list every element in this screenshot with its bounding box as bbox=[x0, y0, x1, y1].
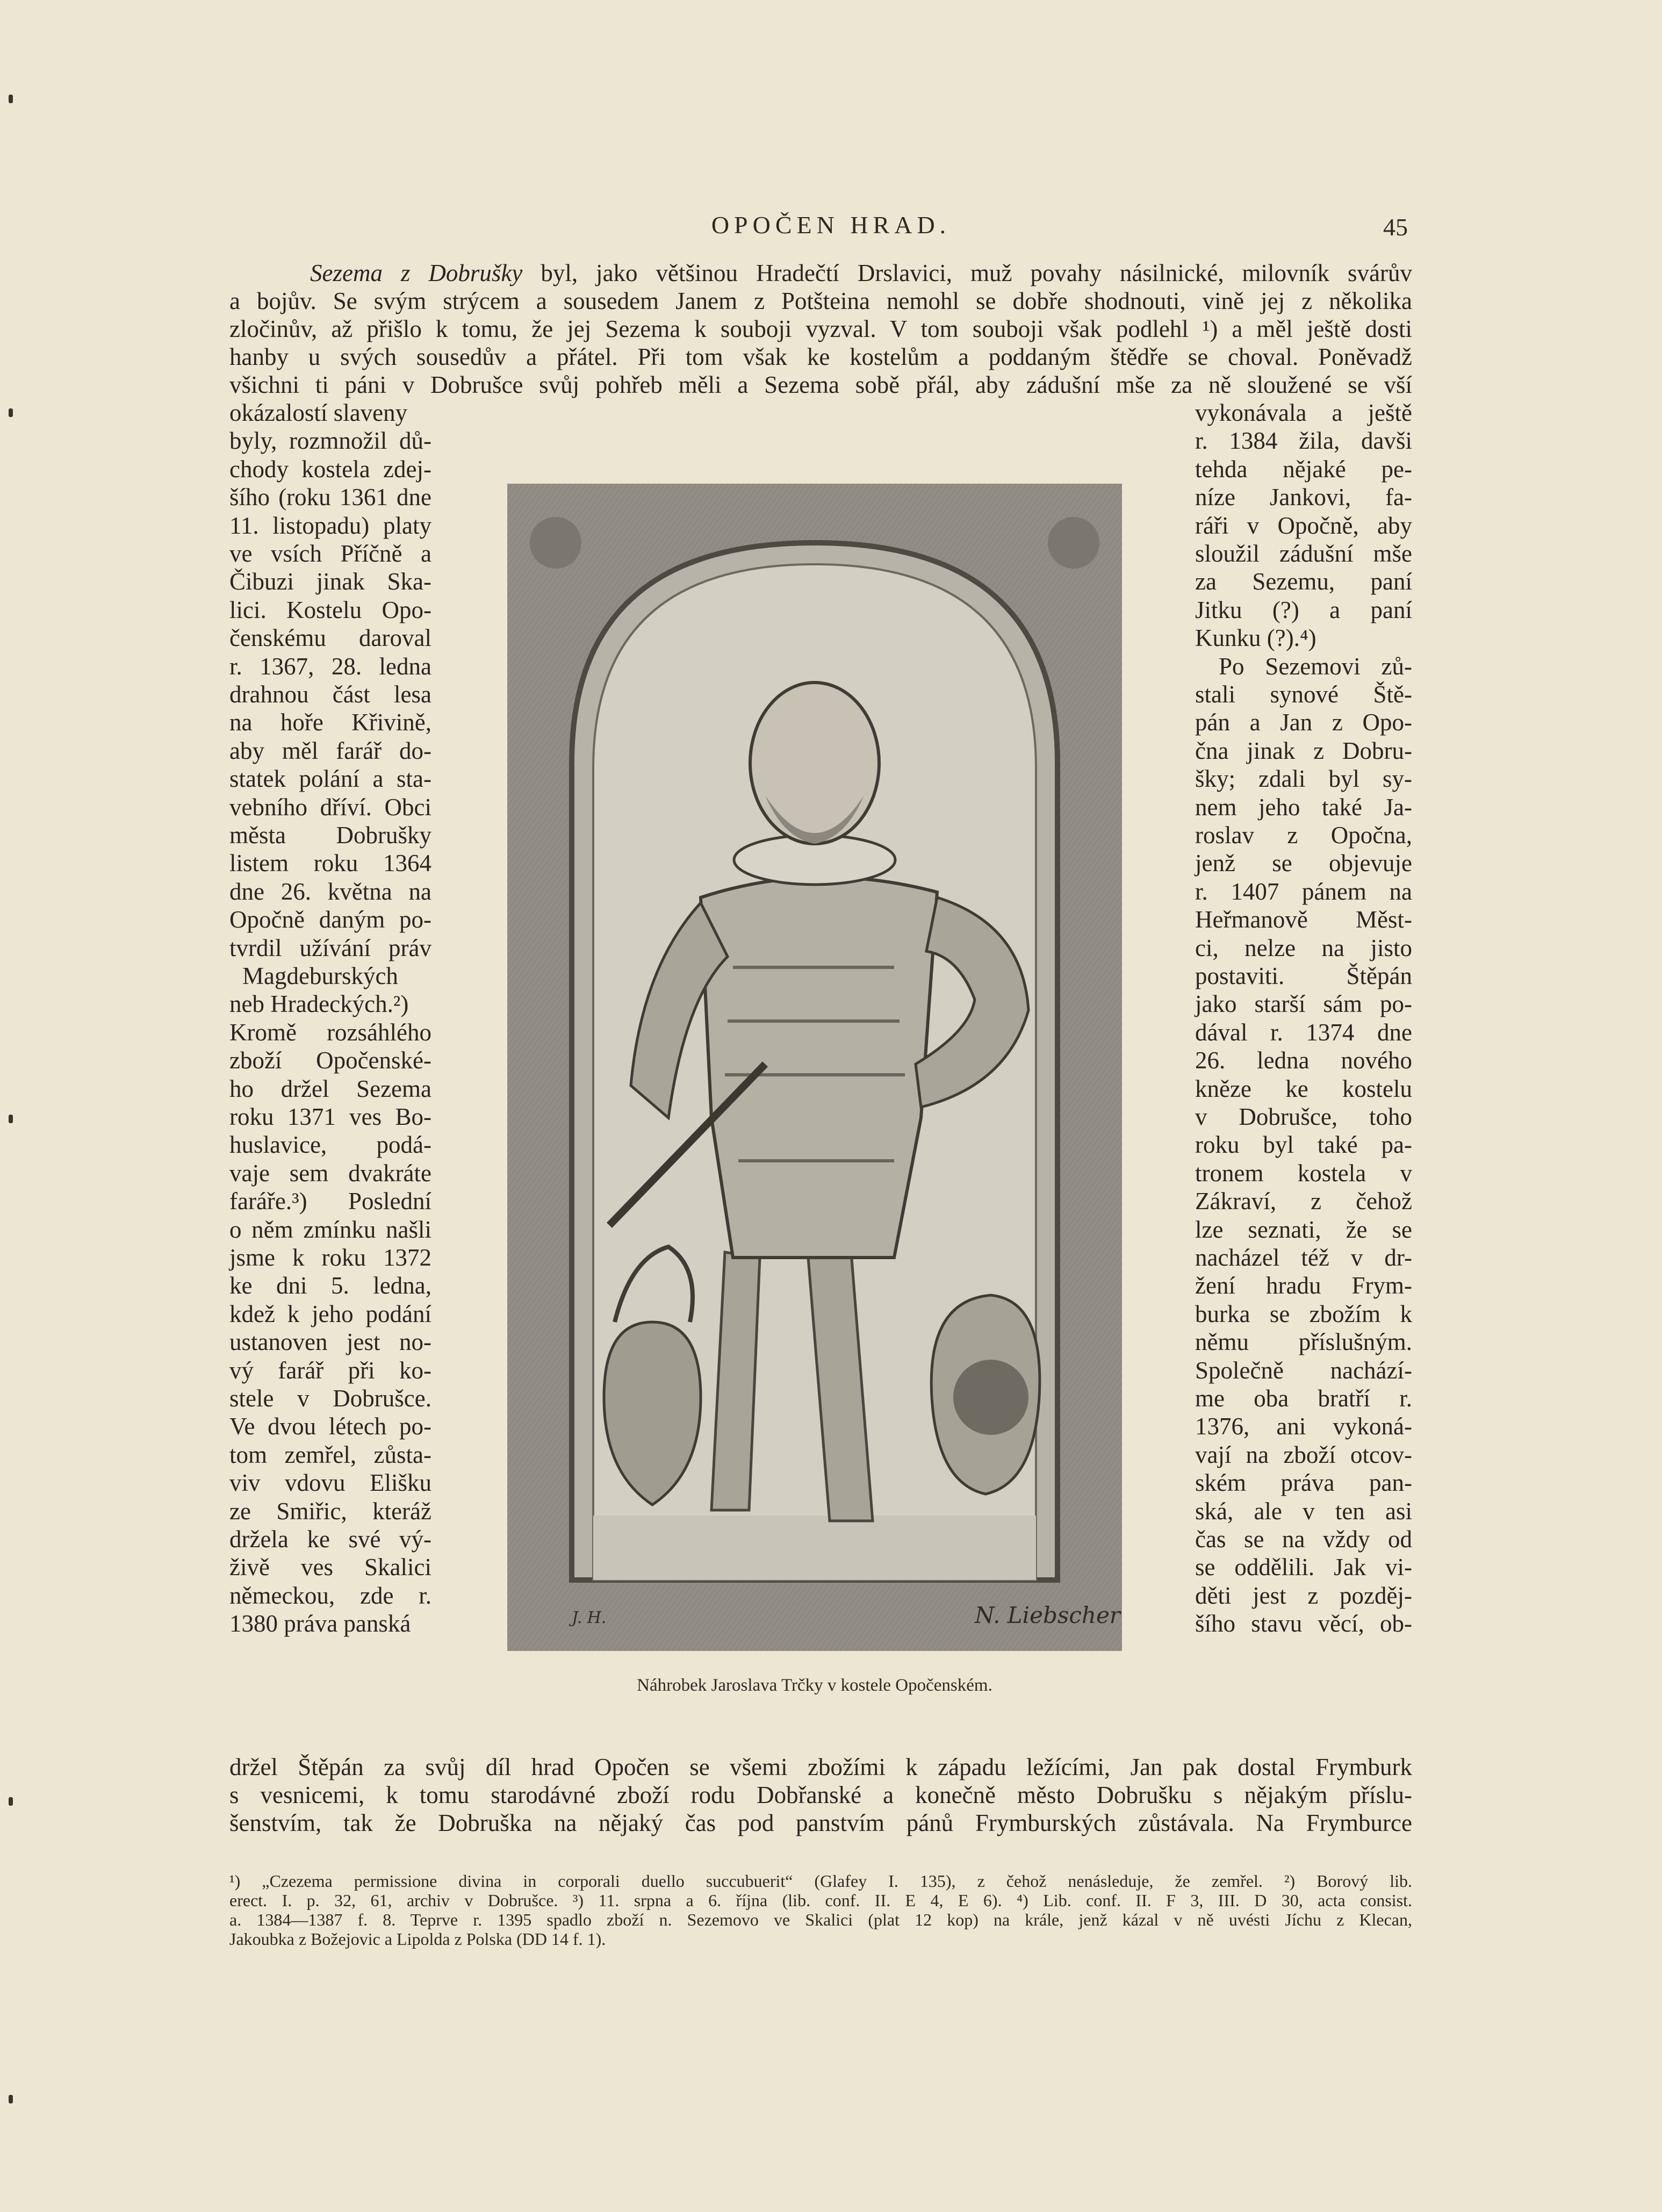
column-line: vý farář při ko- bbox=[229, 1356, 431, 1384]
column-line: Kromě rozsáhlého bbox=[229, 1018, 431, 1046]
body-line: s vesnicemi, k tomu starodávné zboží rodu Dobřanské a konečně město Dobrušku s nějakým příslu- bbox=[229, 1782, 1412, 1808]
column-line: jsme k roku 1372 bbox=[229, 1244, 431, 1271]
column-line: sloužil zádušní mše bbox=[1195, 540, 1412, 567]
body-line: hanby u svých sousedův a přátel. Při tom však ke kostelům a poddaným štědře se choval. Poněvadž bbox=[229, 343, 1412, 370]
column-line: Heřmanově Měst- bbox=[1195, 906, 1412, 933]
column-line: čas se na vždy od bbox=[1195, 1526, 1412, 1553]
engraver-signature: N. Liebscher bbox=[975, 1602, 1120, 1628]
column-line: Magdeburských bbox=[242, 963, 398, 989]
column-line: stali synové Ště- bbox=[1195, 681, 1412, 708]
engraver-monogram: J. H. bbox=[572, 1608, 607, 1627]
column-line: tehda nějaké pe- bbox=[1195, 455, 1412, 483]
column-line: stele v Dobrušce. bbox=[229, 1385, 431, 1412]
column-line: pán a Jan z Opo- bbox=[1195, 709, 1412, 736]
column-line: dne 26. května na bbox=[229, 878, 431, 905]
column-line: 1376, ani vykoná- bbox=[1195, 1413, 1412, 1440]
column-line: r. 1384 žila, davši bbox=[1195, 427, 1412, 455]
column-line: šího stavu věcí, ob- bbox=[1195, 1610, 1412, 1638]
column-line: zboží Opočenské- bbox=[229, 1047, 431, 1074]
column-line: ze Smiřic, kteráž bbox=[229, 1497, 431, 1525]
body-line: všichni ti páni v Dobrušce svůj pohřeb měli a Sezema sobě přál, aby zádušní mše za ně sloužené se vší bbox=[229, 371, 1412, 398]
page-number: 45 bbox=[1383, 213, 1408, 241]
column-line: čenskému daroval bbox=[229, 624, 431, 652]
footnote-line: erect. I. p. 32, 61, archiv v Dobrušce. ³) 11. srpna a 6. října (lib. conf. II. E 4, E 6). ⁴) Lib. conf. II. F 3, III. D 30, acta consist. bbox=[229, 1891, 1412, 1910]
column-line: chody kostela zdej- bbox=[229, 455, 431, 483]
column-line: Zákraví, z čehož bbox=[1195, 1188, 1412, 1215]
binding-mark bbox=[9, 95, 13, 103]
figure-caption: Náhrobek Jaroslava Trčky v kostele Opočenském. bbox=[637, 1676, 992, 1695]
column-line: faráře.³) Poslední bbox=[229, 1188, 431, 1215]
binding-mark bbox=[9, 1115, 13, 1123]
column-line: tvrdil užívání práv bbox=[229, 934, 431, 961]
column-line: aby měl farář do- bbox=[229, 737, 431, 764]
column-line: nem jeho také Ja- bbox=[1195, 793, 1412, 821]
column-line: ském práva pan- bbox=[1195, 1469, 1412, 1497]
column-line: Kunku (?).⁴) bbox=[1195, 624, 1316, 652]
binding-mark bbox=[9, 408, 13, 417]
body-line: šenstvím, tak že Dobruška na nějaký čas pod panstvím pánů Frymburských zůstávala. Na Frymburce bbox=[229, 1809, 1412, 1836]
column-line: statek polání a sta- bbox=[229, 765, 431, 793]
column-line: dával r. 1374 dne bbox=[1195, 1018, 1412, 1046]
column-line: me oba bratří r. bbox=[1195, 1385, 1412, 1412]
column-line: kněze ke kostelu bbox=[1195, 1075, 1412, 1102]
column-line: němu příslušným. bbox=[1195, 1328, 1412, 1356]
column-line: huslavice, podá- bbox=[229, 1131, 431, 1159]
column-line: Jitku (?) a paní bbox=[1195, 596, 1412, 623]
column-line: živě ves Skalici bbox=[229, 1554, 431, 1581]
footnote-line: Jakoubka z Božejovic a Lipolda z Polska (DD 14 f. 1). bbox=[229, 1929, 606, 1949]
footnote-line: a. 1384—1387 f. 8. Teprve r. 1395 spadlo zboží n. Sezemovo ve Skalici (plat 12 kop) na krále, jenž kázal v ně uvésti Jíchu z Klecan, bbox=[229, 1910, 1412, 1929]
column-line: lici. Kostelu Opo- bbox=[229, 596, 431, 623]
column-line: Opočně daným po- bbox=[229, 906, 431, 933]
column-line: drahnou část lesa bbox=[229, 681, 431, 708]
column-line: burka se zbožím k bbox=[1195, 1300, 1412, 1327]
running-head: OPOČEN HRAD. bbox=[711, 211, 951, 239]
column-line: vaje sem dvakráte bbox=[229, 1159, 431, 1187]
column-line: ve vsích Příčně a bbox=[229, 540, 431, 567]
column-line: 26. ledna nového bbox=[1195, 1047, 1412, 1074]
column-line: ke dni 5. ledna, bbox=[229, 1272, 431, 1299]
column-line: za Sezemu, paní bbox=[1195, 568, 1412, 595]
column-line: držela ke své vý- bbox=[229, 1526, 431, 1553]
column-line: viv vdovu Elišku bbox=[229, 1469, 431, 1497]
tombstone-illustration bbox=[507, 484, 1122, 1651]
column-line: vykonávala a ještě bbox=[1195, 399, 1412, 426]
column-line: Čibuzi jinak Ska- bbox=[229, 568, 431, 595]
binding-mark bbox=[9, 2095, 13, 2103]
column-line: r. 1407 pánem na bbox=[1195, 878, 1412, 905]
column-line: šího (roku 1361 dne bbox=[229, 484, 431, 511]
column-line: ustanoven jest no- bbox=[229, 1328, 431, 1356]
column-line: listem roku 1364 bbox=[229, 850, 431, 877]
column-line: neb Hradeckých.²) bbox=[229, 990, 409, 1018]
column-line: níze Jankovi, fa- bbox=[1195, 484, 1412, 511]
column-line: vají na zboží otcov- bbox=[1195, 1441, 1412, 1468]
column-line: ho držel Sezema bbox=[229, 1075, 431, 1102]
column-line: 11. listopadu) platy bbox=[229, 512, 431, 539]
column-line: ci, nelze na jisto bbox=[1195, 934, 1412, 961]
column-line: roslav z Opočna, bbox=[1195, 822, 1412, 849]
column-line: na hoře Křivině, bbox=[229, 709, 431, 736]
body-line: držel Štěpán za svůj díl hrad Opočen se všemi zbožími k západu ležícími, Jan pak dostal Frymburk bbox=[229, 1754, 1412, 1780]
column-line: postaviti. Štěpán bbox=[1195, 963, 1412, 989]
body-line: a bojův. Se svým strýcem a sousedem Janem z Potšteina nemohl se dobře shodnouti, vině jej z několika bbox=[229, 288, 1412, 314]
column-line: 1380 práva panská bbox=[229, 1610, 411, 1638]
column-line: roku byl také pa- bbox=[1195, 1131, 1412, 1159]
column-line: šky; zdali byl sy- bbox=[1195, 765, 1412, 793]
column-line: tronem kostela v bbox=[1195, 1159, 1412, 1187]
binding-mark bbox=[9, 1797, 13, 1806]
column-line: ská, ale v ten asi bbox=[1195, 1497, 1412, 1525]
column-line: čna jinak z Dobru- bbox=[1195, 737, 1412, 764]
column-line: v Dobrušce, toho bbox=[1195, 1103, 1412, 1130]
column-line: Po Sezemovi zů- bbox=[1219, 652, 1412, 680]
column-line: nacházel též v dr- bbox=[1195, 1244, 1412, 1271]
column-line: jako starší sám po- bbox=[1195, 990, 1412, 1018]
column-line: lze seznati, že se bbox=[1195, 1216, 1412, 1243]
footnote-line: ¹) „Czezema permissione divina in corporali duello succubuerit“ (Glafey I. 135), z čehož nenásleduje, že zemřel. ²) Borový lib. bbox=[229, 1871, 1412, 1891]
tombstone-engraving bbox=[507, 484, 1122, 1651]
column-line: r. 1367, 28. ledna bbox=[229, 652, 431, 680]
column-line: města Dobrušky bbox=[229, 822, 431, 849]
column-line: jenž se objevuje bbox=[1195, 850, 1412, 877]
column-line: se oddělili. Jak vi- bbox=[1195, 1554, 1412, 1581]
column-line: o něm zmínku našli bbox=[229, 1216, 431, 1243]
column-line: Společně nachází- bbox=[1195, 1356, 1412, 1384]
column-line: roku 1371 ves Bo- bbox=[229, 1103, 431, 1130]
column-line: německou, zde r. bbox=[229, 1582, 431, 1609]
body-line: zločinův, až přišlo k tomu, že jej Sezema k souboji vyzval. V tom souboji však podlehl ¹) a měl ještě dosti bbox=[229, 315, 1412, 342]
column-line: kdež k jeho podání bbox=[229, 1300, 431, 1327]
body-line: Sezema z Dobrušky byl, jako většinou Hradečtí Drslavici, muž povahy násilnické, milovník svárův bbox=[310, 260, 1412, 286]
column-line: okázalostí slaveny bbox=[229, 399, 408, 426]
column-line: žení hradu Frym- bbox=[1195, 1272, 1412, 1299]
column-line: ráři v Opočně, aby bbox=[1195, 512, 1412, 539]
column-line: vebního dříví. Obci bbox=[229, 793, 431, 821]
column-line: byly, rozmnožil dů- bbox=[229, 427, 431, 455]
column-line: Ve dvou létech po- bbox=[229, 1413, 431, 1440]
column-line: tom zemřel, zůsta- bbox=[229, 1441, 431, 1468]
column-line: děti jest z pozděj- bbox=[1195, 1582, 1412, 1609]
